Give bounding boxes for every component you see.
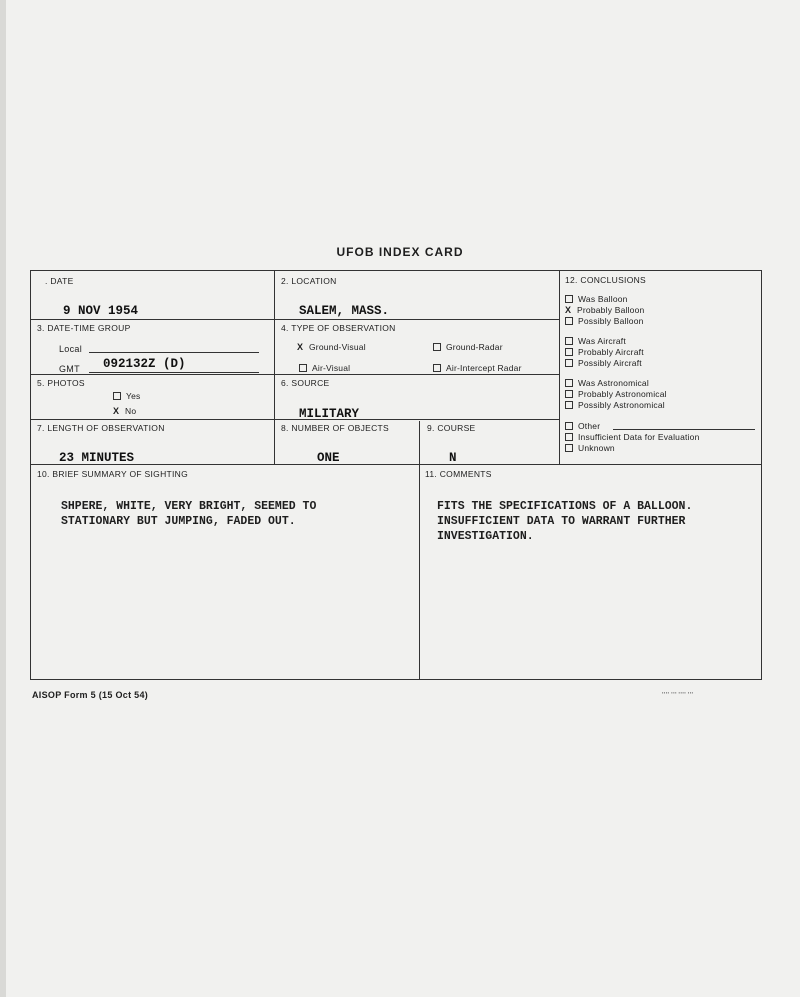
comments-line-1: FITS THE SPECIFICATIONS OF A BALLOON.	[437, 500, 693, 513]
col-divider-2	[559, 271, 560, 465]
gmt-value: 092132Z (D)	[103, 357, 186, 371]
row-divider-3	[31, 419, 559, 420]
conclusion-was-aircraft: Was Aircraft	[565, 336, 626, 346]
conclusion-was-balloon: Was Balloon	[565, 294, 628, 304]
conclusion-possibly-aircraft: Possibly Aircraft	[565, 358, 642, 368]
source-label: 6. SOURCE	[281, 378, 330, 388]
conclusion-possibly-astronomical: Possibly Astronomical	[565, 400, 665, 410]
local-label: Local	[59, 344, 83, 354]
objects-label: 8. NUMBER OF OBJECTS	[281, 423, 390, 433]
row-divider-1	[31, 319, 559, 320]
comments-line-3: INVESTIGATION.	[437, 530, 534, 543]
conclusion-possibly-balloon: Possibly Balloon	[565, 316, 644, 326]
row-divider-4	[31, 464, 761, 465]
page-edge	[0, 0, 6, 997]
comments-label: 11. COMMENTS	[425, 469, 492, 479]
card-title: UFOB INDEX CARD	[336, 245, 464, 259]
conclusions-label: 12. CONCLUSIONS	[565, 275, 647, 285]
gmt-line	[89, 372, 259, 373]
summary-line-2: STATIONARY BUT JUMPING, FADED OUT.	[61, 515, 296, 528]
ground-visual-option: X Ground-Visual	[297, 342, 366, 352]
col-divider-1	[274, 271, 275, 465]
length-label: 7. LENGTH OF OBSERVATION	[37, 423, 165, 433]
conclusion-insufficient-data: Insufficient Data for Evaluation	[565, 432, 700, 442]
conclusion-was-astronomical: Was Astronomical	[565, 378, 649, 388]
conclusion-probably-astronomical: Probably Astronomical	[565, 389, 667, 399]
ground-radar-option: Ground-Radar	[433, 342, 503, 352]
photos-label: 5. PHOTOS	[37, 378, 85, 388]
index-card	[30, 270, 762, 680]
comments-line-2: INSUFFICIENT DATA TO WARRANT FURTHER	[437, 515, 686, 528]
type-label: 4. TYPE OF OBSERVATION	[281, 323, 396, 333]
conclusion-probably-aircraft: Probably Aircraft	[565, 347, 644, 357]
row-divider-2	[31, 374, 559, 375]
summary-line-1: SHPERE, WHITE, VERY BRIGHT, SEEMED TO	[61, 500, 317, 513]
conclusion-unknown: Unknown	[565, 443, 615, 453]
photos-no-option: X No	[113, 406, 137, 416]
photos-yes-option: Yes	[113, 391, 140, 401]
source-value: MILITARY	[299, 407, 360, 421]
objects-value: ONE	[317, 451, 340, 465]
course-label: 9. COURSE	[427, 423, 476, 433]
local-line	[89, 352, 259, 353]
printer-mark: ▪▪▪▪ ▪▪▪ ▪▪▪▪ ▪▪▪	[662, 690, 694, 695]
conclusion-other: Other	[565, 421, 600, 431]
summary-label: 10. BRIEF SUMMARY OF SIGHTING	[37, 469, 189, 479]
gmt-label: GMT	[59, 364, 80, 374]
other-line	[613, 429, 755, 430]
date-value: 9 NOV 1954	[63, 304, 139, 318]
conclusion-probably-balloon: X Probably Balloon	[565, 305, 645, 315]
dtg-label: 3. DATE-TIME GROUP	[37, 323, 131, 333]
form-number: AISOP Form 5 (15 Oct 54)	[32, 690, 149, 700]
length-value: 23 MINUTES	[59, 451, 135, 465]
col-divider-3	[419, 421, 420, 679]
course-value: N	[449, 451, 457, 465]
air-visual-option: Air-Visual	[299, 363, 350, 373]
location-label: 2. LOCATION	[281, 276, 337, 286]
date-label: . DATE	[45, 276, 74, 286]
location-value: SALEM, MASS.	[299, 304, 390, 318]
air-intercept-radar-option: Air-Intercept Radar	[433, 363, 522, 373]
